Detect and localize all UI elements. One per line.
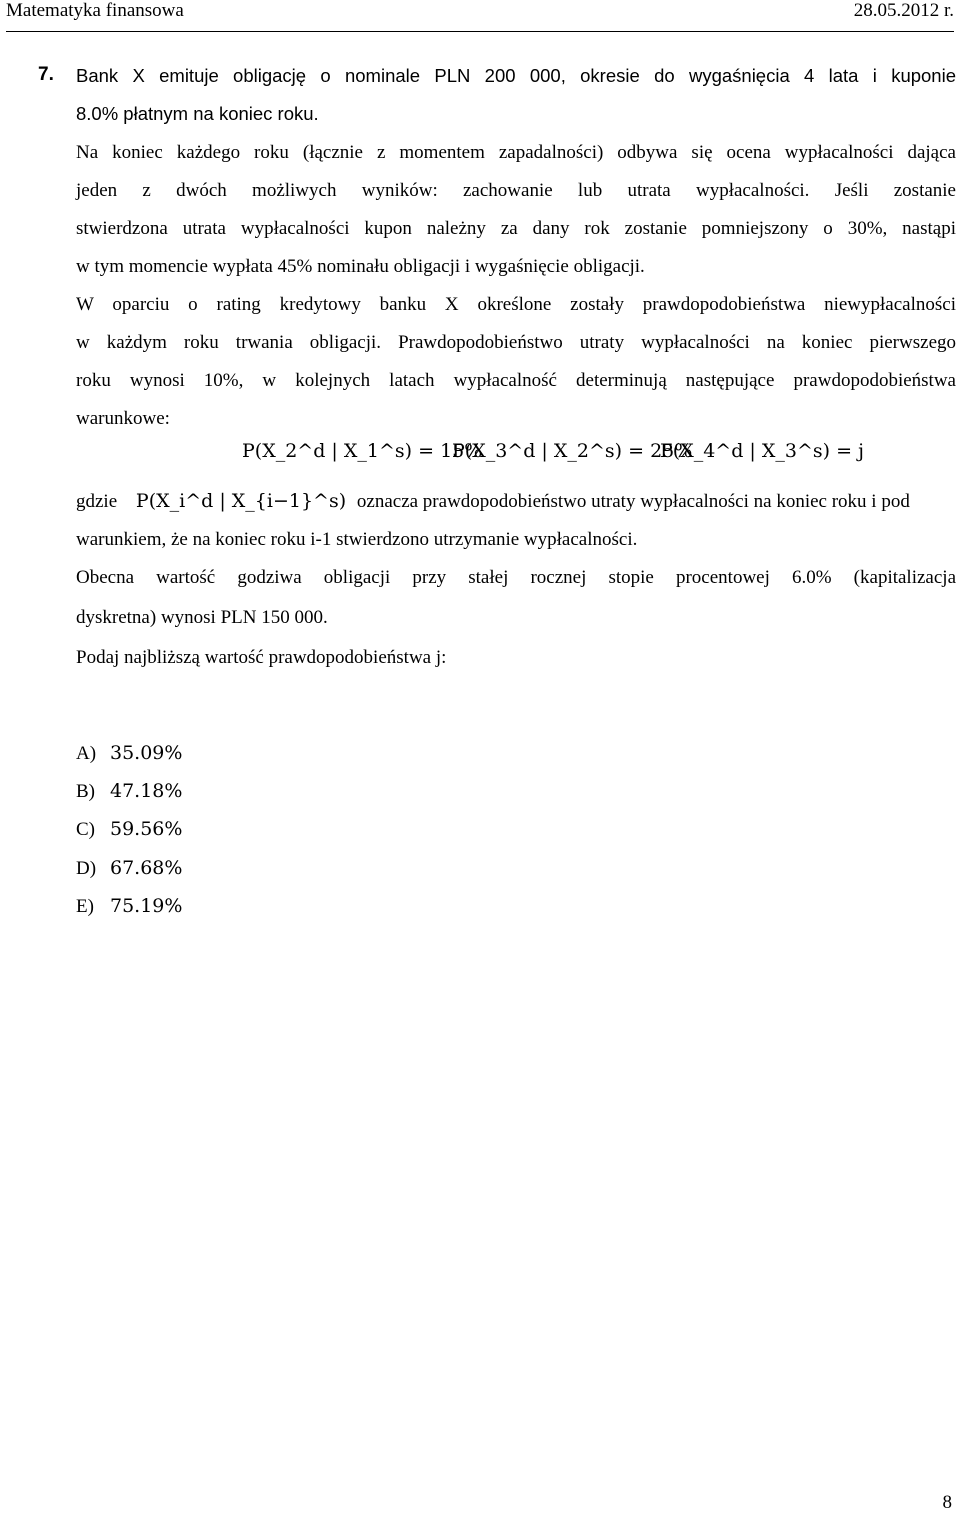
page-number: 8 (942, 1492, 952, 1513)
header-title: Matematyka finansowa (6, 0, 184, 21)
question-line-6: w tym momencie wypłata 45% nominału obligacji i wygaśnięcie obligacji. (76, 256, 645, 277)
answer-e (76, 895, 182, 918)
after-line-3: dyskretna) wynosi PLN 150 000. (76, 607, 328, 628)
formula-1: P(X_2^d | X_1^s) = 15% (242, 440, 483, 462)
question-line-1: Bank X emituje obligację o nominale PLN 200 000, okresie do wygaśnięcia 4 lata i kuponie (76, 65, 956, 86)
answer-b (76, 780, 182, 803)
conditional-probabilities (0, 440, 960, 480)
answer-d (76, 857, 182, 880)
answer-letter: E) (76, 896, 94, 917)
question-line-10: warunkowe: (76, 408, 170, 429)
gdzie-formula: P(X_i^d | X_{i−1}^s) (135, 490, 347, 512)
header-rule (6, 31, 954, 32)
answer-letter: D) (76, 858, 97, 879)
question-number: 7. (38, 64, 54, 85)
answer-value: 47.18% (110, 780, 183, 802)
page-header (6, 0, 954, 24)
after-line-4: Podaj najbliższą wartość prawdopodobieństwa j: (76, 647, 447, 668)
answer-value: 35.09% (110, 742, 183, 764)
gdzie-line (76, 489, 956, 514)
answer-c (76, 818, 182, 841)
question-line-5: stwierdzona utrata wypłacalności kupon należny za dany rok zostanie pomniejszony o 30%, nastąpi (76, 218, 956, 239)
after-line-2: Obecna wartość godziwa obligacji przy stałej rocznej stopie procentowej 6.0% (kapitalizacja (76, 567, 956, 588)
question-line-7: W oparciu o rating kredytowy banku X określone zostały prawdopodobieństwa niewypłacalności (76, 294, 956, 315)
header-date: 28.05.2012 r. (853, 0, 954, 21)
answer-a (76, 742, 182, 765)
gdzie-rest: oznacza prawdopodobieństwo utraty wypłacalności na koniec roku i pod (356, 491, 910, 512)
question-line-3: Na koniec każdego roku (łącznie z momentem zapadalności) odbywa się ocena wypłacalności dająca (76, 142, 956, 163)
question-line-4: jeden z dwóch możliwych wyników: zachowanie lub utrata wypłacalności. Jeśli zostanie (76, 180, 956, 201)
after-line-1: warunkiem, że na koniec roku i-1 stwierdzono utrzymanie wypłacalności. (76, 529, 638, 550)
answer-letter: A) (76, 743, 97, 764)
formula-2: P(X_3^d | X_2^s) = 25% (452, 440, 693, 462)
answer-letter: C) (76, 819, 95, 840)
formula-3: P(X_4^d | X_3^s) = j (660, 440, 864, 462)
question-line-9: roku wynosi 10%, w kolejnych latach wypłacalność determinują następujące prawdopodobieństwa (76, 370, 956, 391)
question-line-8: w każdym roku trwania obligacji. Prawdopodobieństwo utraty wypłacalności na koniec pierwszego (76, 332, 956, 353)
answer-value: 75.19% (110, 895, 183, 917)
question-line-2: 8.0% płatnym na koniec roku. (76, 103, 319, 124)
gdzie-prefix: gdzie (76, 491, 118, 512)
answer-value: 67.68% (110, 857, 183, 879)
answer-letter: B) (76, 781, 95, 802)
answer-value: 59.56% (110, 818, 183, 840)
